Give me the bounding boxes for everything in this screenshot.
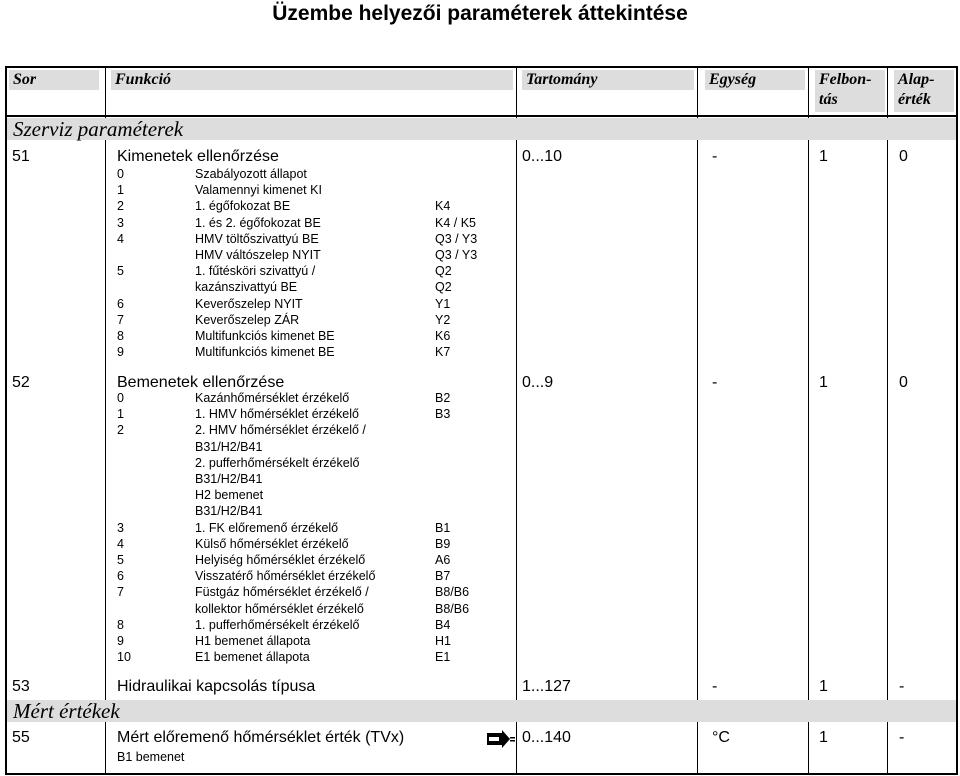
p51-option-description: kazánszivattyú BE — [195, 280, 298, 295]
p52-unit: - — [712, 374, 718, 391]
p52-resolution: 1 — [819, 374, 828, 391]
p51-option-code: K7 — [435, 345, 451, 360]
p52-range: 0...9 — [522, 374, 554, 391]
p51-option-description: Szabályozott állapot — [195, 167, 307, 181]
p52-option-number: 10 — [117, 650, 131, 665]
p55-unit: °C — [712, 729, 730, 746]
p51-option-description: 1. és 2. égőfokozat BE — [195, 215, 321, 230]
column-divider — [516, 68, 517, 773]
arrow-right-icon — [486, 729, 516, 749]
p51-option-code: Q2 — [435, 264, 452, 279]
p52-option-code: B1 — [435, 520, 451, 535]
p51-option-description: 1. égőfokozat BE — [195, 199, 291, 214]
p51-option-number: 8 — [117, 329, 124, 343]
section-szerviz: Szerviz paraméterek — [7, 118, 956, 140]
p51-option-description: Multifunkciós kimenet BE — [195, 345, 335, 360]
column-divider — [697, 68, 698, 773]
p52-option-number: 8 — [117, 617, 124, 632]
p52-option-description: Füstgáz hőmérséklet érzékelő / — [195, 585, 369, 600]
p51-option-number: 5 — [117, 264, 124, 279]
p52-option-code: E1 — [435, 650, 451, 665]
p51-option-code: K4 / K5 — [435, 215, 476, 230]
header-felbontas-line1: Felbon- — [819, 71, 872, 88]
p51-option-code: K6 — [435, 329, 451, 343]
p55-title: Mért előremenő hőmérséklet érték (TVx) — [117, 729, 405, 746]
p52-option-description: Külső hőmérséklet érzékelő — [195, 536, 349, 551]
p51-option-code: Y1 — [435, 296, 451, 311]
p52-option-code: B9 — [435, 536, 451, 551]
column-divider — [808, 68, 809, 773]
header-alapertek — [894, 70, 954, 112]
p51-option-number: 9 — [117, 345, 124, 360]
p51-option-number: 6 — [117, 296, 124, 311]
p52-option-number: 6 — [117, 569, 124, 584]
p52-option-number: 9 — [117, 634, 124, 648]
column-divider — [887, 68, 888, 773]
p52-option-description: Kazánhőmérséklet érzékelő — [195, 391, 350, 405]
p55-default: - — [899, 729, 905, 746]
page-title: Üzembe helyezői paraméterek áttekintése — [272, 2, 688, 25]
p52-option-number: 2 — [117, 423, 124, 438]
p51-option-number: 2 — [117, 199, 124, 214]
p52-option-description: H2 bemenet — [195, 488, 264, 503]
p51-resolution: 1 — [819, 148, 828, 165]
p53-sor: 53 — [12, 678, 30, 695]
p51-option-code: K4 — [435, 199, 451, 214]
header-funkcio: Funkció — [111, 70, 513, 90]
p55-sor: 55 — [12, 729, 30, 746]
p52-option-description: 1. HMV hőmérséklet érzékelő — [195, 407, 359, 422]
p52-option-description: 2. HMV hőmérséklet érzékelő / — [195, 423, 366, 438]
section-mert: Mért értékek — [7, 700, 956, 722]
table-header — [7, 68, 956, 117]
p51-sor: 51 — [12, 148, 30, 165]
header-alapertek-line1: Alap- — [898, 71, 935, 88]
column-divider — [105, 68, 106, 773]
p52-option-code: B3 — [435, 407, 451, 422]
p52-option-description: 1. FK előremenő érzékelő — [195, 520, 339, 535]
p53-default: - — [899, 678, 905, 695]
p52-default: 0 — [899, 374, 908, 391]
p51-option-description: Valamennyi kimenet KI — [195, 183, 322, 198]
p51-option-number: 0 — [117, 167, 124, 181]
p52-option-number: 4 — [117, 536, 124, 551]
p55-subtitle: B1 bemenet — [117, 750, 185, 764]
p52-option-description: 1. pufferhőmérsékelt érzékelő — [195, 617, 360, 632]
p52-option-code: H1 — [435, 634, 451, 648]
p52-option-number: 0 — [117, 391, 124, 405]
header-felbontas — [815, 70, 885, 112]
p51-option-description: HMV töltőszivattyú BE — [195, 231, 319, 246]
header-felbontas-line2: tás — [819, 91, 838, 108]
p52-option-description: B31/H2/B41 — [195, 439, 263, 454]
p51-option-code: Y2 — [435, 312, 451, 327]
p51-option-number: 7 — [117, 312, 124, 327]
header-tartomany: Tartomány — [522, 70, 694, 90]
p52-option-number: 7 — [117, 585, 124, 600]
p52-option-description: H1 bemenet állapota — [195, 634, 311, 648]
p53-resolution: 1 — [819, 678, 828, 695]
p51-unit: - — [712, 148, 718, 165]
p51-option-number: 3 — [117, 215, 124, 230]
p51-option-description: 1. fűtésköri szivattyú / — [195, 264, 316, 279]
p51-option-code: Q3 / Y3 — [435, 248, 478, 262]
p52-option-description: B31/H2/B41 — [195, 472, 263, 486]
p53-title: Hidraulikai kapcsolás típusa — [117, 678, 316, 695]
header-sor: Sor — [9, 70, 99, 90]
p53-range: 1...127 — [522, 678, 571, 695]
p52-option-description: B31/H2/B41 — [195, 504, 263, 519]
p52-option-code: B8/B6 — [435, 601, 470, 616]
header-egyseg: Egység — [705, 70, 805, 90]
p55-range: 0...140 — [522, 729, 571, 746]
p52-option-description: E1 bemenet állapota — [195, 650, 310, 665]
p52-option-code: B8/B6 — [435, 585, 470, 600]
p52-option-number: 3 — [117, 520, 124, 535]
p55-resolution: 1 — [819, 729, 828, 746]
p52-option-code: B7 — [435, 569, 451, 584]
p52-option-description: Visszatérő hőmérséklet érzékelő — [195, 569, 376, 584]
p52-option-code: B4 — [435, 617, 451, 632]
p51-option-description: Keverőszelep NYIT — [195, 296, 303, 311]
p51-default: 0 — [899, 148, 908, 165]
p52-option-number: 5 — [117, 553, 124, 567]
p52-option-number: 1 — [117, 407, 124, 422]
p51-option-number: 4 — [117, 231, 124, 246]
p51-option-description: Keverőszelep ZÁR — [195, 312, 300, 327]
p51-option-number: 1 — [117, 183, 124, 198]
p51-option-description: Multifunkciós kimenet BE — [195, 329, 335, 343]
p52-option-description: kollektor hőmérséklet érzékelő — [195, 601, 364, 616]
p52-option-code: A6 — [435, 553, 451, 567]
p51-range: 0...10 — [522, 148, 563, 165]
p51-option-code: Q3 / Y3 — [435, 231, 478, 246]
header-alapertek-line2: érték — [898, 91, 931, 108]
p51-option-description: HMV váltószelep NYIT — [195, 248, 321, 262]
parameter-table — [5, 66, 958, 775]
p52-option-description: 2. pufferhőmérsékelt érzékelő — [195, 455, 360, 470]
p51-title: Kimenetek ellenőrzése — [117, 148, 279, 165]
p52-option-description: Helyiség hőmérséklet érzékelő — [195, 553, 366, 567]
p51-option-code: Q2 — [435, 280, 452, 295]
p52-sor: 52 — [12, 374, 30, 391]
p52-title: Bemenetek ellenőrzése — [117, 374, 285, 391]
p52-option-code: B2 — [435, 391, 451, 405]
p53-unit: - — [712, 678, 718, 695]
